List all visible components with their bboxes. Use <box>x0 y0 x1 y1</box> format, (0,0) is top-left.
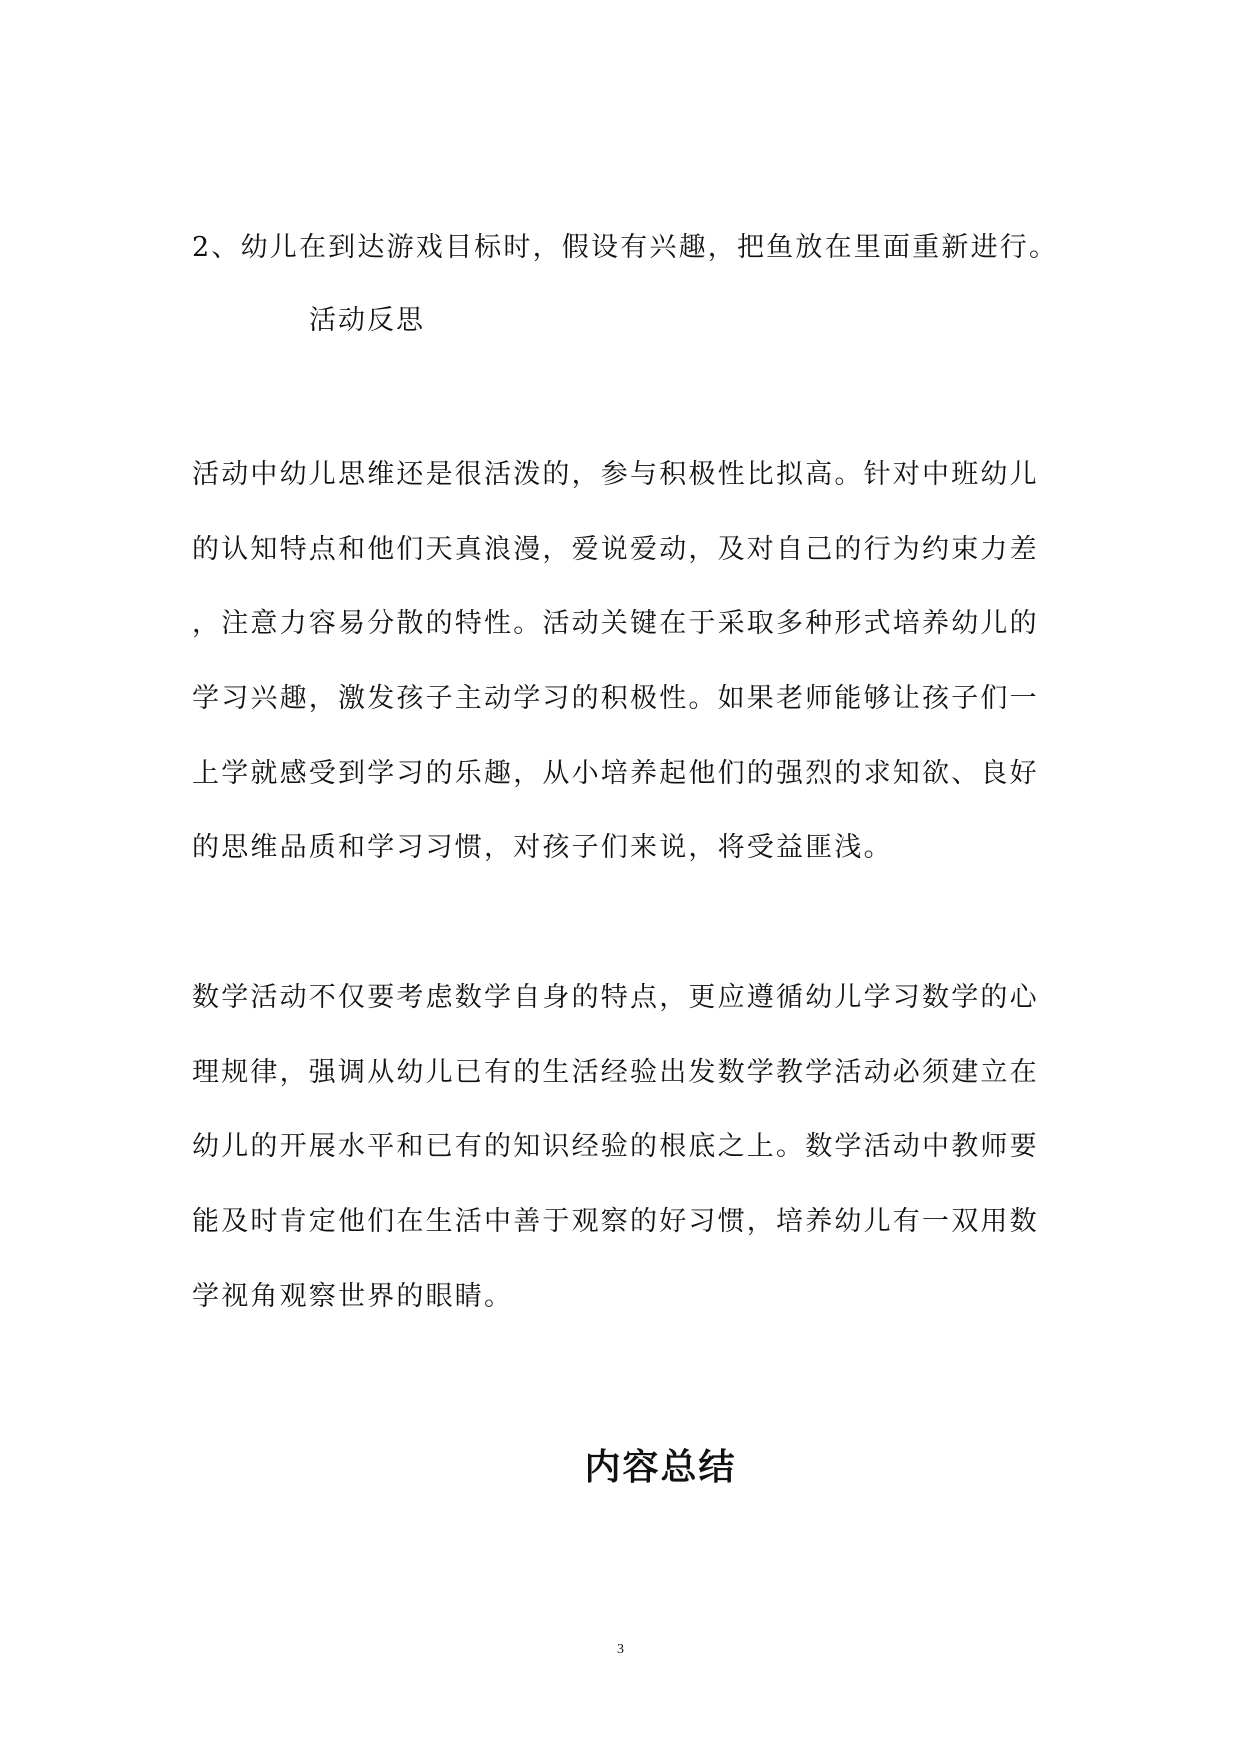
page-number: 3 <box>617 1642 624 1657</box>
paragraph-line: ，注意力容易分散的特性。活动关键在于采取多种形式培养幼儿的 <box>192 608 1039 639</box>
list-item-2: 2、幼儿在到达游戏目标时，假设有兴趣，把鱼放在里面重新进行。 <box>192 232 1059 263</box>
paragraph-line: 理规律，强调从幼儿已有的生活经验出发数学教学活动必须建立在 <box>192 1057 1039 1088</box>
paragraph-line: 的思维品质和学习习惯，对孩子们来说，将受益匪浅。 <box>192 832 893 863</box>
summary-title: 内容总结 <box>584 1447 737 1488</box>
reflection-heading: 活动反思 <box>309 305 425 336</box>
paragraph-line: 上学就感受到学习的乐趣，从小培养起他们的强烈的求知欲、良好 <box>192 758 1039 789</box>
paragraph-line: 数学活动不仅要考虑数学自身的特点，更应遵循幼儿学习数学的心 <box>192 982 1039 1013</box>
paragraph-line: 能及时肯定他们在生活中善于观察的好习惯，培养幼儿有一双用数 <box>192 1206 1039 1237</box>
paragraph-line: 的认知特点和他们天真浪漫，爱说爱动，及对自己的行为约束力差 <box>192 534 1039 565</box>
paragraph-line: 活动中幼儿思维还是很活泼的，参与积极性比拟高。针对中班幼儿 <box>192 459 1039 490</box>
paragraph-line: 学习兴趣，激发孩子主动学习的积极性。如果老师能够让孩子们一 <box>192 683 1039 714</box>
paragraph-line: 幼儿的开展水平和已有的知识经验的根底之上。数学活动中教师要 <box>192 1131 1039 1162</box>
paragraph-line: 学视角观察世界的眼睛。 <box>192 1281 514 1312</box>
